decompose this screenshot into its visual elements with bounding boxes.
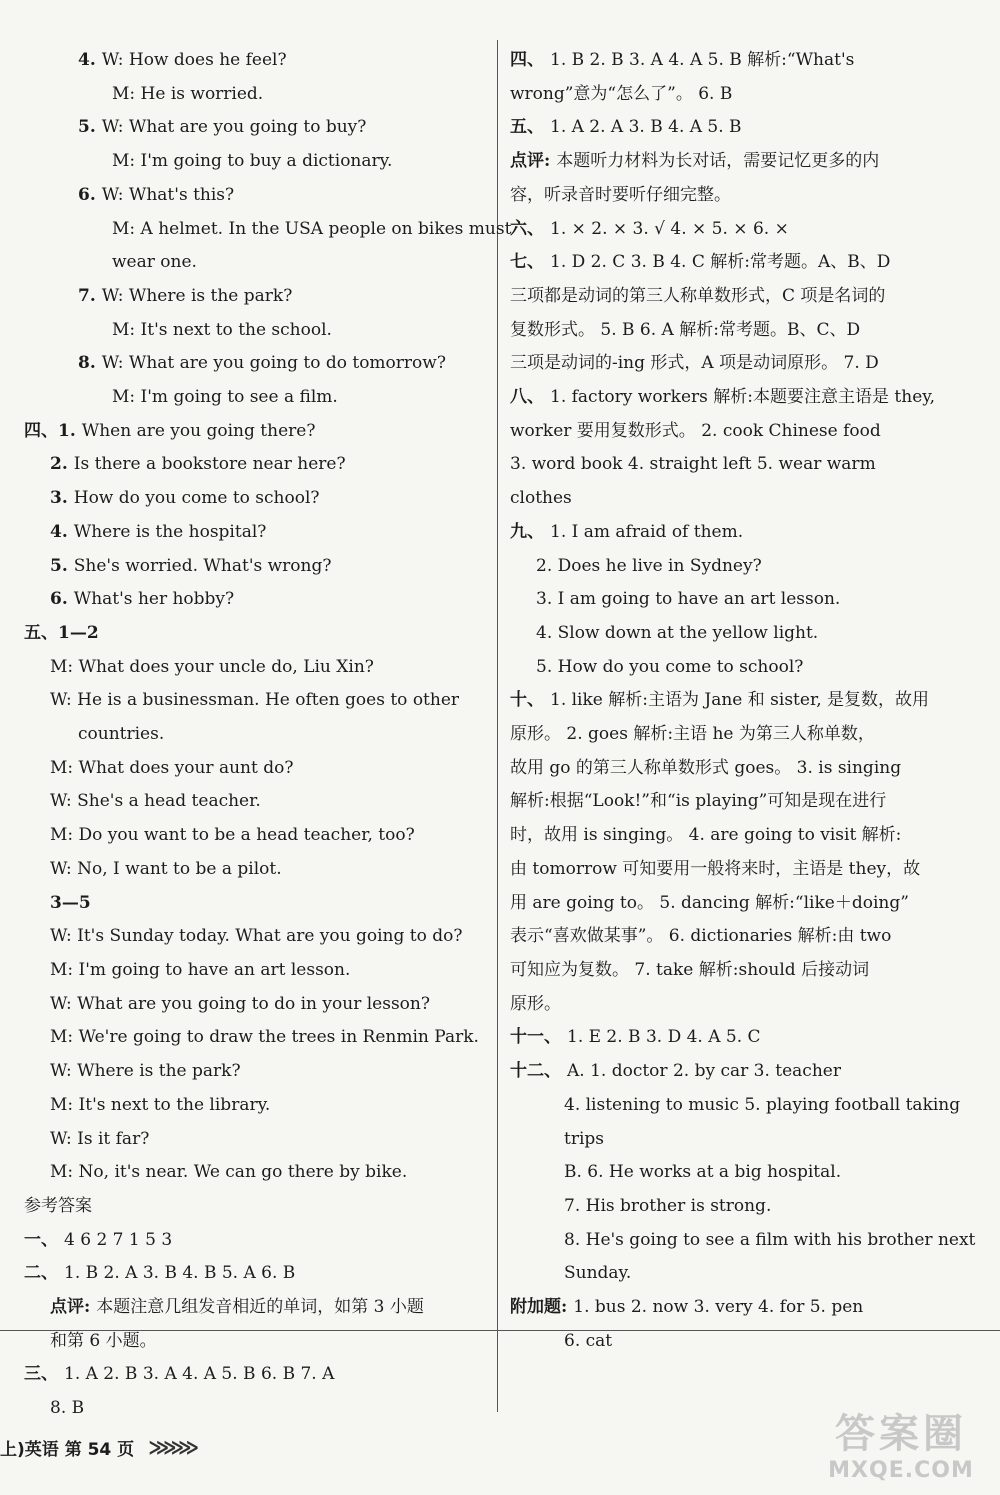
right-column-line <box>510 1291 980 1325</box>
left-column-line <box>24 516 494 550</box>
right-column-line <box>510 314 980 348</box>
right-column-line <box>510 415 980 449</box>
item-number: 6. <box>78 184 96 205</box>
left-column-line <box>24 887 494 921</box>
left-column-line <box>24 1392 494 1426</box>
page-footer <box>0 1432 193 1462</box>
right-column-line <box>510 583 980 617</box>
item-number: 6. <box>50 589 68 610</box>
line-text: 1. A 2. B 3. A 4. A 5. B 6. B 7. A <box>64 1364 335 1385</box>
line-text: 用 are going to。 5. dancing 解析:“like＋doing” <box>510 892 909 913</box>
left-column-line <box>24 381 494 415</box>
line-text: wear one. <box>112 252 197 273</box>
left-column-line <box>24 1224 494 1258</box>
left-column <box>24 44 512 1426</box>
item-number: 2. <box>50 454 68 475</box>
right-column-line <box>510 785 980 819</box>
line-text: clothes <box>510 488 572 509</box>
right-column-line <box>510 1224 980 1258</box>
line-text: W: He is a businessman. He often goes to other <box>50 690 460 711</box>
left-column-line <box>24 280 494 314</box>
item-number: 七、 <box>510 252 544 273</box>
line-text: W: How does he feel? <box>101 50 287 70</box>
right-column-line <box>510 280 980 314</box>
item-number: 九、 <box>510 521 544 542</box>
left-column-line <box>24 1123 494 1157</box>
line-text: W: Where is the park? <box>50 1061 241 1082</box>
right-column-line <box>510 1190 980 1224</box>
right-column-line <box>510 887 980 921</box>
arrow-decoration-icon: ≫≫≫ <box>148 1435 193 1459</box>
line-text: 1. A 2. A 3. B 4. A 5. B <box>550 117 742 138</box>
left-column-line <box>24 718 494 752</box>
line-text: 本题听力材料为长对话，需要记忆更多的内 <box>556 151 880 172</box>
line-text: 1. × 2. × 3. √ 4. × 5. × 6. × <box>550 218 789 239</box>
right-column-line <box>510 1257 980 1291</box>
item-number: 8. <box>78 353 96 374</box>
item-number: 3—5 <box>50 892 91 913</box>
item-number: 五、 <box>510 117 544 138</box>
item-number: 3. <box>50 488 68 509</box>
left-column-line <box>24 550 494 584</box>
line-text: 2. Does he live in Sydney? <box>536 555 762 576</box>
left-column-line <box>24 44 494 78</box>
line-text: 1. factory workers 解析:本题要注意主语是 they, <box>550 387 936 408</box>
line-text: M: I'm going to have an art lesson. <box>50 959 351 980</box>
line-text: W: It's Sunday today. What are you going to do? <box>50 926 463 947</box>
right-column-line <box>510 1123 980 1157</box>
right-column-line <box>510 920 980 954</box>
line-text: M: What does your uncle do, Liu Xin? <box>50 656 374 677</box>
left-column-line <box>24 1089 494 1123</box>
left-column-line <box>24 752 494 786</box>
line-text: 复数形式。 5. B 6. A 解析:常考题。B、C、D <box>510 319 861 340</box>
line-text: Is there a bookstore near here? <box>73 454 346 475</box>
line-text: What's her hobby? <box>73 589 235 610</box>
line-text: 1. B 2. B 3. A 4. A 5. B 解析:“What's <box>550 50 855 70</box>
line-text: M: I'm going to buy a dictionary. <box>112 151 393 172</box>
item-number: 5. <box>78 117 96 138</box>
line-text: When are you going there? <box>81 420 316 441</box>
item-number: 4. <box>50 521 68 542</box>
left-column-line <box>24 1257 494 1291</box>
item-number: 四、 <box>510 50 544 70</box>
item-number: 八、 <box>510 387 544 408</box>
right-column-line <box>510 179 980 213</box>
line-text: M: Do you want to be a head teacher, too? <box>50 825 415 846</box>
left-column-line <box>24 111 494 145</box>
item-number: 点评: <box>510 151 551 172</box>
left-column-line <box>24 651 494 685</box>
right-column-line <box>510 44 980 78</box>
line-text: W: Where is the park? <box>101 285 293 306</box>
footer-text: 上)英语 第 54 页 <box>0 1439 135 1460</box>
left-column-line <box>24 482 494 516</box>
line-text: Sunday. <box>564 1263 632 1284</box>
item-number: 4. <box>78 50 96 70</box>
left-column-line <box>24 213 512 247</box>
right-column-line <box>510 617 980 651</box>
line-text: 6. cat <box>564 1330 613 1351</box>
left-column-line <box>24 954 494 988</box>
item-number: 十、 <box>510 690 544 711</box>
line-text: 1. B 2. A 3. B 4. B 5. A 6. B <box>64 1263 296 1284</box>
line-text: M: We're going to draw the trees in Renmin Park. <box>50 1027 479 1048</box>
right-column-line <box>510 819 980 853</box>
line-text: M: A helmet. In the USA people on bikes must <box>112 218 512 239</box>
line-text: 三项都是动词的第三人称单数形式，C 项是名词的 <box>510 285 886 306</box>
item-number: 一、 <box>24 1229 58 1250</box>
line-text: 4. Slow down at the yellow light. <box>536 622 819 643</box>
line-text: B. 6. He works at a big hospital. <box>564 1162 842 1183</box>
line-text: M: What does your aunt do? <box>50 757 294 778</box>
line-text: 原形。 <box>510 993 561 1014</box>
right-column-line <box>510 111 980 145</box>
line-text: M: No, it's near. We can go there by bike. <box>50 1162 408 1183</box>
item-number: 六、 <box>510 218 544 239</box>
right-column-line <box>510 516 980 550</box>
right-column-line <box>510 684 980 718</box>
line-text: M: It's next to the library. <box>50 1094 271 1115</box>
line-text: W: What's this? <box>101 184 235 205</box>
right-column-line <box>510 213 980 247</box>
left-column-line <box>24 617 494 651</box>
left-column-line <box>24 583 494 617</box>
right-column-line <box>510 482 980 516</box>
left-column-line <box>24 1156 494 1190</box>
right-column-line <box>510 954 980 988</box>
line-text: 1. like 解析:主语为 Jane 和 sister, 是复数，故用 <box>550 690 930 711</box>
line-text: How do you come to school? <box>73 488 320 509</box>
left-column-line <box>24 347 494 381</box>
left-column-line <box>24 246 494 280</box>
left-column-line <box>24 1021 494 1055</box>
line-text: 8. He's going to see a film with his brother next <box>564 1229 976 1250</box>
line-text: 1. D 2. C 3. B 4. C 解析:常考题。A、B、D <box>550 252 891 273</box>
right-column-line <box>510 1325 980 1359</box>
line-text: M: He is worried. <box>112 83 264 104</box>
right-column <box>510 44 980 1358</box>
right-column-line <box>510 550 980 584</box>
right-column-line <box>510 246 980 280</box>
line-text: 容，听录音时要听仔细完整。 <box>510 184 731 205</box>
left-column-line <box>24 1291 494 1325</box>
item-number: 二、 <box>24 1263 58 1284</box>
line-text: 解析:根据“Look!”和“is playing”可知是现在进行 <box>510 791 887 812</box>
line-text: M: It's next to the school. <box>112 319 332 340</box>
left-column-line <box>24 314 494 348</box>
right-column-line <box>510 1089 980 1123</box>
line-text: W: What are you going to buy? <box>101 117 367 138</box>
line-text: 3. word book 4. straight left 5. wear warm <box>510 454 876 475</box>
item-number: 十二、 <box>510 1061 561 1082</box>
line-text: 3. I am going to have an art lesson. <box>536 589 841 610</box>
line-text: W: What are you going to do in your lesson? <box>50 993 430 1014</box>
left-column-line <box>24 179 494 213</box>
item-number: 五、1—2 <box>24 622 99 643</box>
line-text: 参考答案 <box>24 1195 92 1216</box>
right-column-line <box>510 988 980 1022</box>
line-text: W: Is it far? <box>50 1128 150 1149</box>
line-text: 8. B <box>50 1398 85 1419</box>
left-column-line <box>24 145 494 179</box>
left-column-line <box>24 1325 494 1359</box>
left-column-line <box>24 988 494 1022</box>
line-text: 和第 6 小题。 <box>50 1330 157 1351</box>
left-column-line <box>24 819 494 853</box>
line-text: trips <box>564 1128 605 1149</box>
right-column-line <box>510 1156 980 1190</box>
right-column-line <box>510 347 980 381</box>
line-text: She's worried. What's wrong? <box>73 555 332 576</box>
item-number: 点评: <box>50 1297 91 1318</box>
line-text: 可知应为复数。 7. take 解析:should 后接动词 <box>510 959 870 980</box>
left-column-line <box>24 853 494 887</box>
left-column-line <box>24 415 494 449</box>
right-column-line <box>510 718 980 752</box>
line-text: 原形。 2. goes 解析:主语 he 为第三人称单数， <box>510 724 875 745</box>
watermark-logo <box>816 1410 986 1490</box>
left-column-line <box>24 785 494 819</box>
line-text: W: What are you going to do tomorrow? <box>101 353 446 374</box>
line-text: worker 要用复数形式。 2. cook Chinese food <box>510 420 881 441</box>
line-text: 本题注意几组发音相近的单词，如第 3 小题 <box>96 1297 424 1318</box>
left-column-line <box>24 1190 494 1224</box>
line-text: 4. listening to music 5. playing football taking <box>564 1094 961 1115</box>
right-column-line <box>510 853 980 887</box>
line-text: 时，故用 is singing。 4. are going to visit 解析: <box>510 825 902 846</box>
item-number: 三、 <box>24 1364 58 1385</box>
line-text: wrong”意为“怎么了”。 6. B <box>510 83 733 104</box>
line-text: countries. <box>78 724 165 745</box>
line-text: A. 1. doctor 2. by car 3. teacher <box>567 1061 841 1082</box>
left-column-line <box>24 1055 494 1089</box>
line-text: M: I'm going to see a film. <box>112 387 338 408</box>
left-column-line <box>24 920 494 954</box>
right-column-line <box>510 1021 980 1055</box>
line-text: 表示“喜欢做某事”。 6. dictionaries 解析:由 two <box>510 926 892 947</box>
line-text: 1. bus 2. now 3. very 4. for 5. pen <box>573 1297 864 1318</box>
item-number: 5. <box>50 555 68 576</box>
line-text: Where is the hospital? <box>73 521 267 542</box>
item-number: 附加题: <box>510 1297 568 1318</box>
right-column-line <box>510 145 980 179</box>
line-text: 1. I am afraid of them. <box>550 521 744 542</box>
line-text: 故用 go 的第三人称单数形式 goes。 3. is singing <box>510 757 902 778</box>
left-column-line <box>24 78 494 112</box>
right-column-line <box>510 651 980 685</box>
line-text: 7. His brother is strong. <box>564 1195 772 1216</box>
left-column-line <box>24 448 494 482</box>
line-text: W: No, I want to be a pilot. <box>50 858 282 879</box>
line-text: 4 6 2 7 1 5 3 <box>64 1229 173 1250</box>
watermark-title: 答案圈 <box>835 1411 967 1457</box>
item-number: 7. <box>78 285 96 306</box>
left-column-line <box>24 684 494 718</box>
line-text: 由 tomorrow 可知要用一般将来时，主语是 they，故 <box>510 858 921 879</box>
watermark-url: MXQE.COM <box>828 1458 974 1483</box>
right-column-line <box>510 381 980 415</box>
right-column-line <box>510 752 980 786</box>
line-text: 1. E 2. B 3. D 4. A 5. C <box>567 1027 761 1048</box>
line-text: 5. How do you come to school? <box>536 656 804 677</box>
left-column-line <box>24 1358 494 1392</box>
item-number: 十一、 <box>510 1027 561 1048</box>
right-column-line <box>510 78 980 112</box>
right-column-line <box>510 448 980 482</box>
line-text: W: She's a head teacher. <box>50 791 261 812</box>
item-number: 四、1. <box>24 420 76 441</box>
right-column-line <box>510 1055 980 1089</box>
line-text: 三项是动词的-ing 形式，A 项是动词原形。 7. D <box>510 353 879 374</box>
